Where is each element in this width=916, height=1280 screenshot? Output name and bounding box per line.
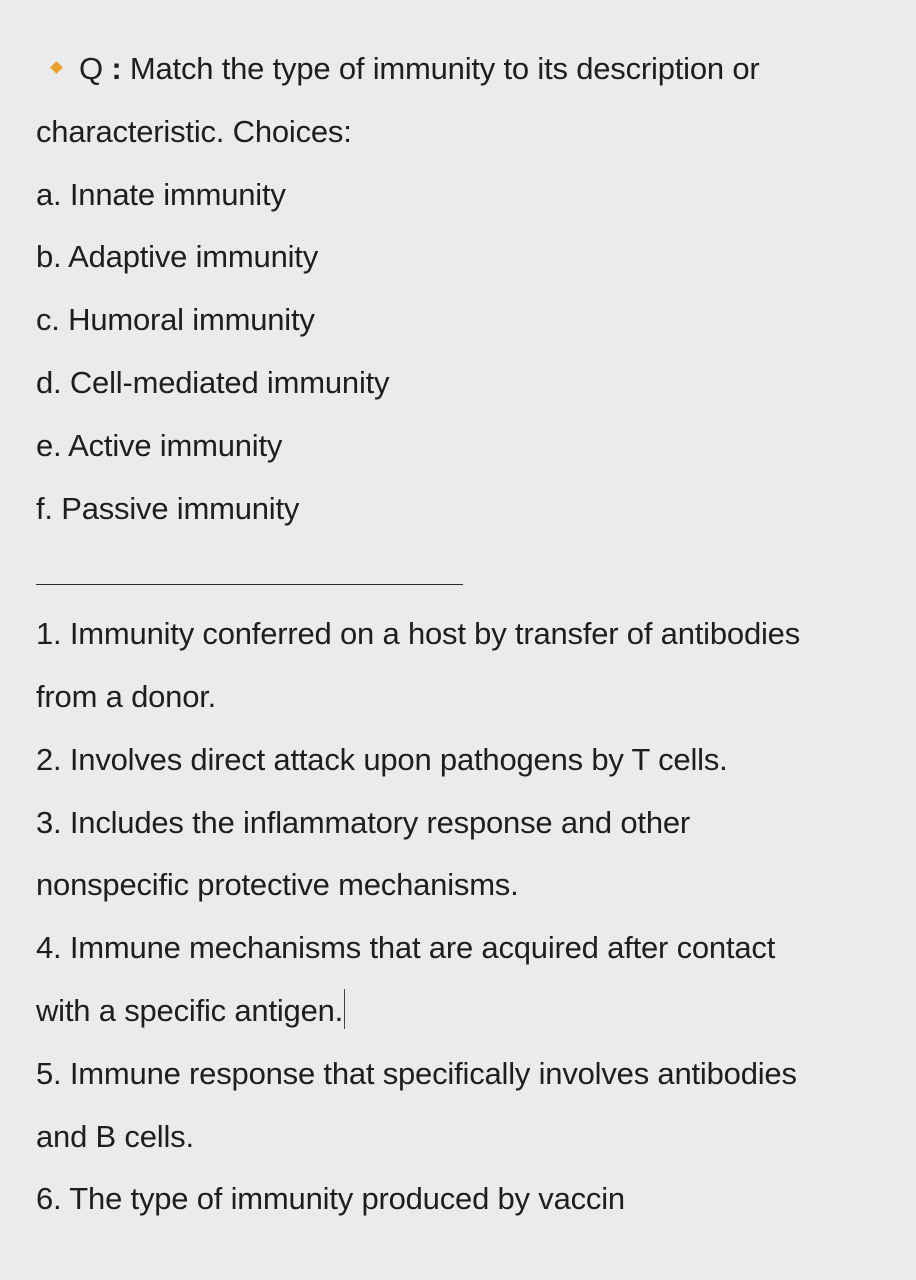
choice-f: f. Passive immunity <box>36 490 300 526</box>
choice-d: d. Cell-mediated immunity <box>36 364 390 400</box>
question-title-line-1 <box>36 38 876 101</box>
description-4-line-2 <box>36 980 876 1043</box>
separator-rule <box>36 584 463 585</box>
diamond-bullet-icon <box>50 61 63 74</box>
separator <box>36 540 876 603</box>
description-4-line-2-text: with a specific antigen. <box>36 992 344 1028</box>
description-3-line-1: 3. Includes the inflammatory response and other <box>36 804 691 840</box>
question-text-area[interactable] <box>36 38 876 1231</box>
question-colon: : <box>111 51 122 86</box>
description-5-line-2: and B cells. <box>36 1118 194 1154</box>
description-4-line-1: 4. Immune mechanisms that are acquired after contact <box>36 930 776 966</box>
description-6: 6. The type of immunity produced by vaccin <box>36 1181 625 1217</box>
question-title-text: Match the type of immunity to its description or <box>121 51 760 86</box>
question-title-line-2: characteristic. Choices: <box>36 113 352 149</box>
choice-e: e. Active immunity <box>36 427 283 463</box>
choice-a: a. Innate immunity <box>36 176 286 212</box>
description-2: 2. Involves direct attack upon pathogens by T cells. <box>36 741 728 777</box>
description-3-line-2: nonspecific protective mechanisms. <box>36 867 519 903</box>
question-prefix: Q <box>79 51 103 86</box>
choice-b: b. Adaptive immunity <box>36 239 319 275</box>
text-cursor <box>344 989 345 1029</box>
description-5-line-1: 5. Immune response that specifically involves antibodies <box>36 1055 797 1091</box>
choice-c: c. Humoral immunity <box>36 302 315 338</box>
description-1-line-1: 1. Immunity conferred on a host by transfer of antibodies <box>36 616 801 652</box>
description-1-line-2: from a donor. <box>36 678 217 714</box>
